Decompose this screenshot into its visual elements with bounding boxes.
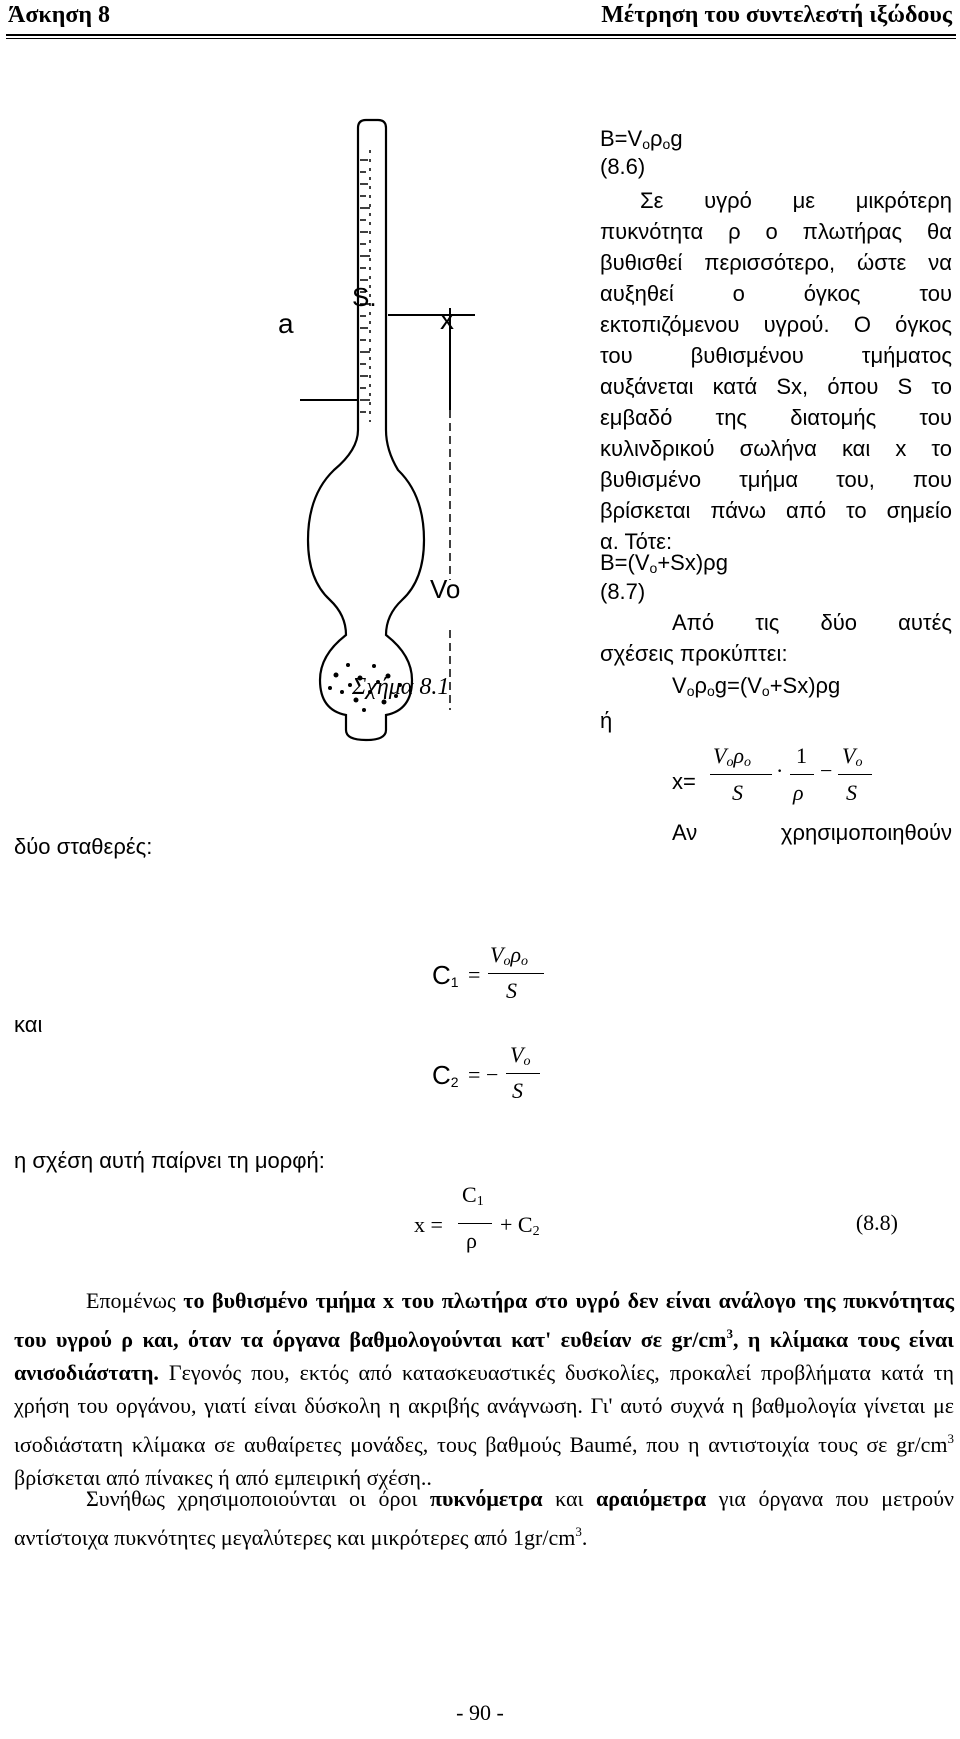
eq-8-6-number: (8.6) bbox=[600, 154, 646, 179]
c2-bar bbox=[506, 1073, 540, 1074]
c1-label: $C_1$ bbox=[432, 960, 459, 990]
x-eq-bar2 bbox=[790, 774, 814, 775]
eq88-num: $C_1$ bbox=[462, 1182, 484, 1209]
c2-num: $V_o$ bbox=[510, 1042, 531, 1069]
x-eq-num3: $V_o$ bbox=[842, 743, 863, 770]
paragraph-3: Επομένως το βυθισμένο τμήμα x του πλωτήρα στο υγρό δεν είναι ανάλογο της πυκνότητας του υγρού ρ και, όταν τα όργανα βαθμολογούνται κατ' ευθείαν σε $gr/cm^3$, η κλίμακα τους είναι ανισοδιάστατη. Γεγονός που, εκτός από κατασκευαστικές δυσκολίες, προκαλεί προβλήματα κατά τη χρήση του οργάνου, γιατί είναι δύσκολη η ακριβής ανάγνωση. Γι' αυτό συχνά η βαθμολογία γίνεται με ισοδιάστατη κλίμακα σε αυθαίρετες μονάδες, τους βαθμούς Baumé, που η αντιστοιχία τους σε $gr/cm^3$ βρίσκεται από πίνακες ή από εμπειρική σχέση.. bbox=[14, 1288, 954, 1490]
x-eq-num2: 1 bbox=[796, 743, 807, 768]
eq-8-6-line: $B=V_o\rho_og$ bbox=[600, 126, 683, 152]
eq-combined: $V_o\rho_og=(V_o+Sx)\rho g$ bbox=[672, 673, 841, 699]
c2-equals: = bbox=[468, 1062, 481, 1087]
an-line: Αν χρησιμοποιηθούν bbox=[672, 820, 952, 845]
eq-8-6-formula: B=V bbox=[600, 126, 643, 151]
c2-minus: − bbox=[486, 1062, 499, 1087]
c2-den: S bbox=[512, 1078, 523, 1103]
x-eq-minus: − bbox=[820, 758, 833, 783]
hydrometer-diagram bbox=[300, 110, 560, 750]
x-eq-prefix: x= bbox=[672, 769, 696, 794]
x-eq-den3: S bbox=[846, 780, 857, 805]
x-eq-dot: · bbox=[776, 758, 784, 783]
header-title: Μέτρηση του συντελεστή ιξώδους bbox=[601, 2, 952, 28]
eq-8-7-number: (8.7) bbox=[600, 579, 646, 604]
figure-label-vo: Vo bbox=[430, 574, 461, 604]
x-eq-bar3 bbox=[838, 774, 872, 775]
c1-equals: = bbox=[468, 962, 481, 987]
page-number: - 90 - bbox=[456, 1700, 504, 1725]
para2-second-line: σχέσεις προκύπτει: bbox=[600, 641, 788, 666]
figure-caption: Σχήμα 8.1 bbox=[352, 674, 450, 700]
eq88-number: (8.8) bbox=[855, 1210, 898, 1235]
x-eq-den1: S bbox=[732, 780, 743, 805]
para1-first-line: Σε υγρό με μικρότερη bbox=[640, 188, 952, 213]
c2-label: $C_2$ bbox=[432, 1060, 459, 1090]
paragraph-4: Συνήθως χρησιμοποιούνται οι όροι πυκνόμετρα και αραιόμετρα για όργανα που μετρούν αντίστοιχα πυκνότητες μεγαλύτερες και μικρότερες από $1gr/cm^3$. bbox=[14, 1486, 954, 1550]
or-word: ή bbox=[600, 708, 613, 733]
figure-label-a: a bbox=[278, 308, 294, 339]
c1-bar bbox=[488, 973, 544, 974]
para1-body: πυκνότητα ρ ο πλωτήρας θα βυθισθεί περισσότερο, ώστε να αυξηθεί ο όγκος του εκτοπιζόμενου υγρού. Ο όγκος του βυθισμένου τμήματος αυξάνεται κατά Sx, όπου S το εμβαδό της διατομής του κυλινδρικού σωλήνα και x το βυθισμένο τμήμα του, που βρίσκεται πάνω από το σημείο α. Τότε: bbox=[600, 219, 952, 554]
constants-intro: δύο σταθερές: bbox=[14, 834, 153, 859]
c1-num: $V_o\rho_o$ bbox=[490, 942, 529, 969]
and-word: και bbox=[14, 1012, 43, 1037]
header-rule bbox=[6, 34, 956, 36]
eq88-den: ρ bbox=[466, 1228, 477, 1253]
form-line: η σχέση αυτή παίρνει τη μορφή: bbox=[14, 1148, 325, 1173]
para2-first-line: Από τις δύο αυτές bbox=[672, 610, 952, 635]
eq-8-7-line: $B=(V_o+Sx)\rho g$ bbox=[600, 550, 728, 576]
x-eq-num1: $V_o\rho_o$ bbox=[713, 743, 752, 770]
figure-label-s: S. bbox=[352, 282, 377, 312]
eq88-bar bbox=[458, 1223, 492, 1224]
x-eq-den2: ρ bbox=[793, 780, 804, 805]
x-eq-bar1 bbox=[710, 774, 772, 775]
header-rule-thin bbox=[6, 38, 956, 39]
eq88-plus: + $C_2$ bbox=[500, 1212, 540, 1239]
header-exercise: Άσκηση 8 bbox=[8, 2, 111, 28]
c1-den: S bbox=[506, 978, 517, 1003]
figure-label-x: x bbox=[440, 304, 454, 335]
eq88-lhs: x = bbox=[414, 1212, 443, 1237]
